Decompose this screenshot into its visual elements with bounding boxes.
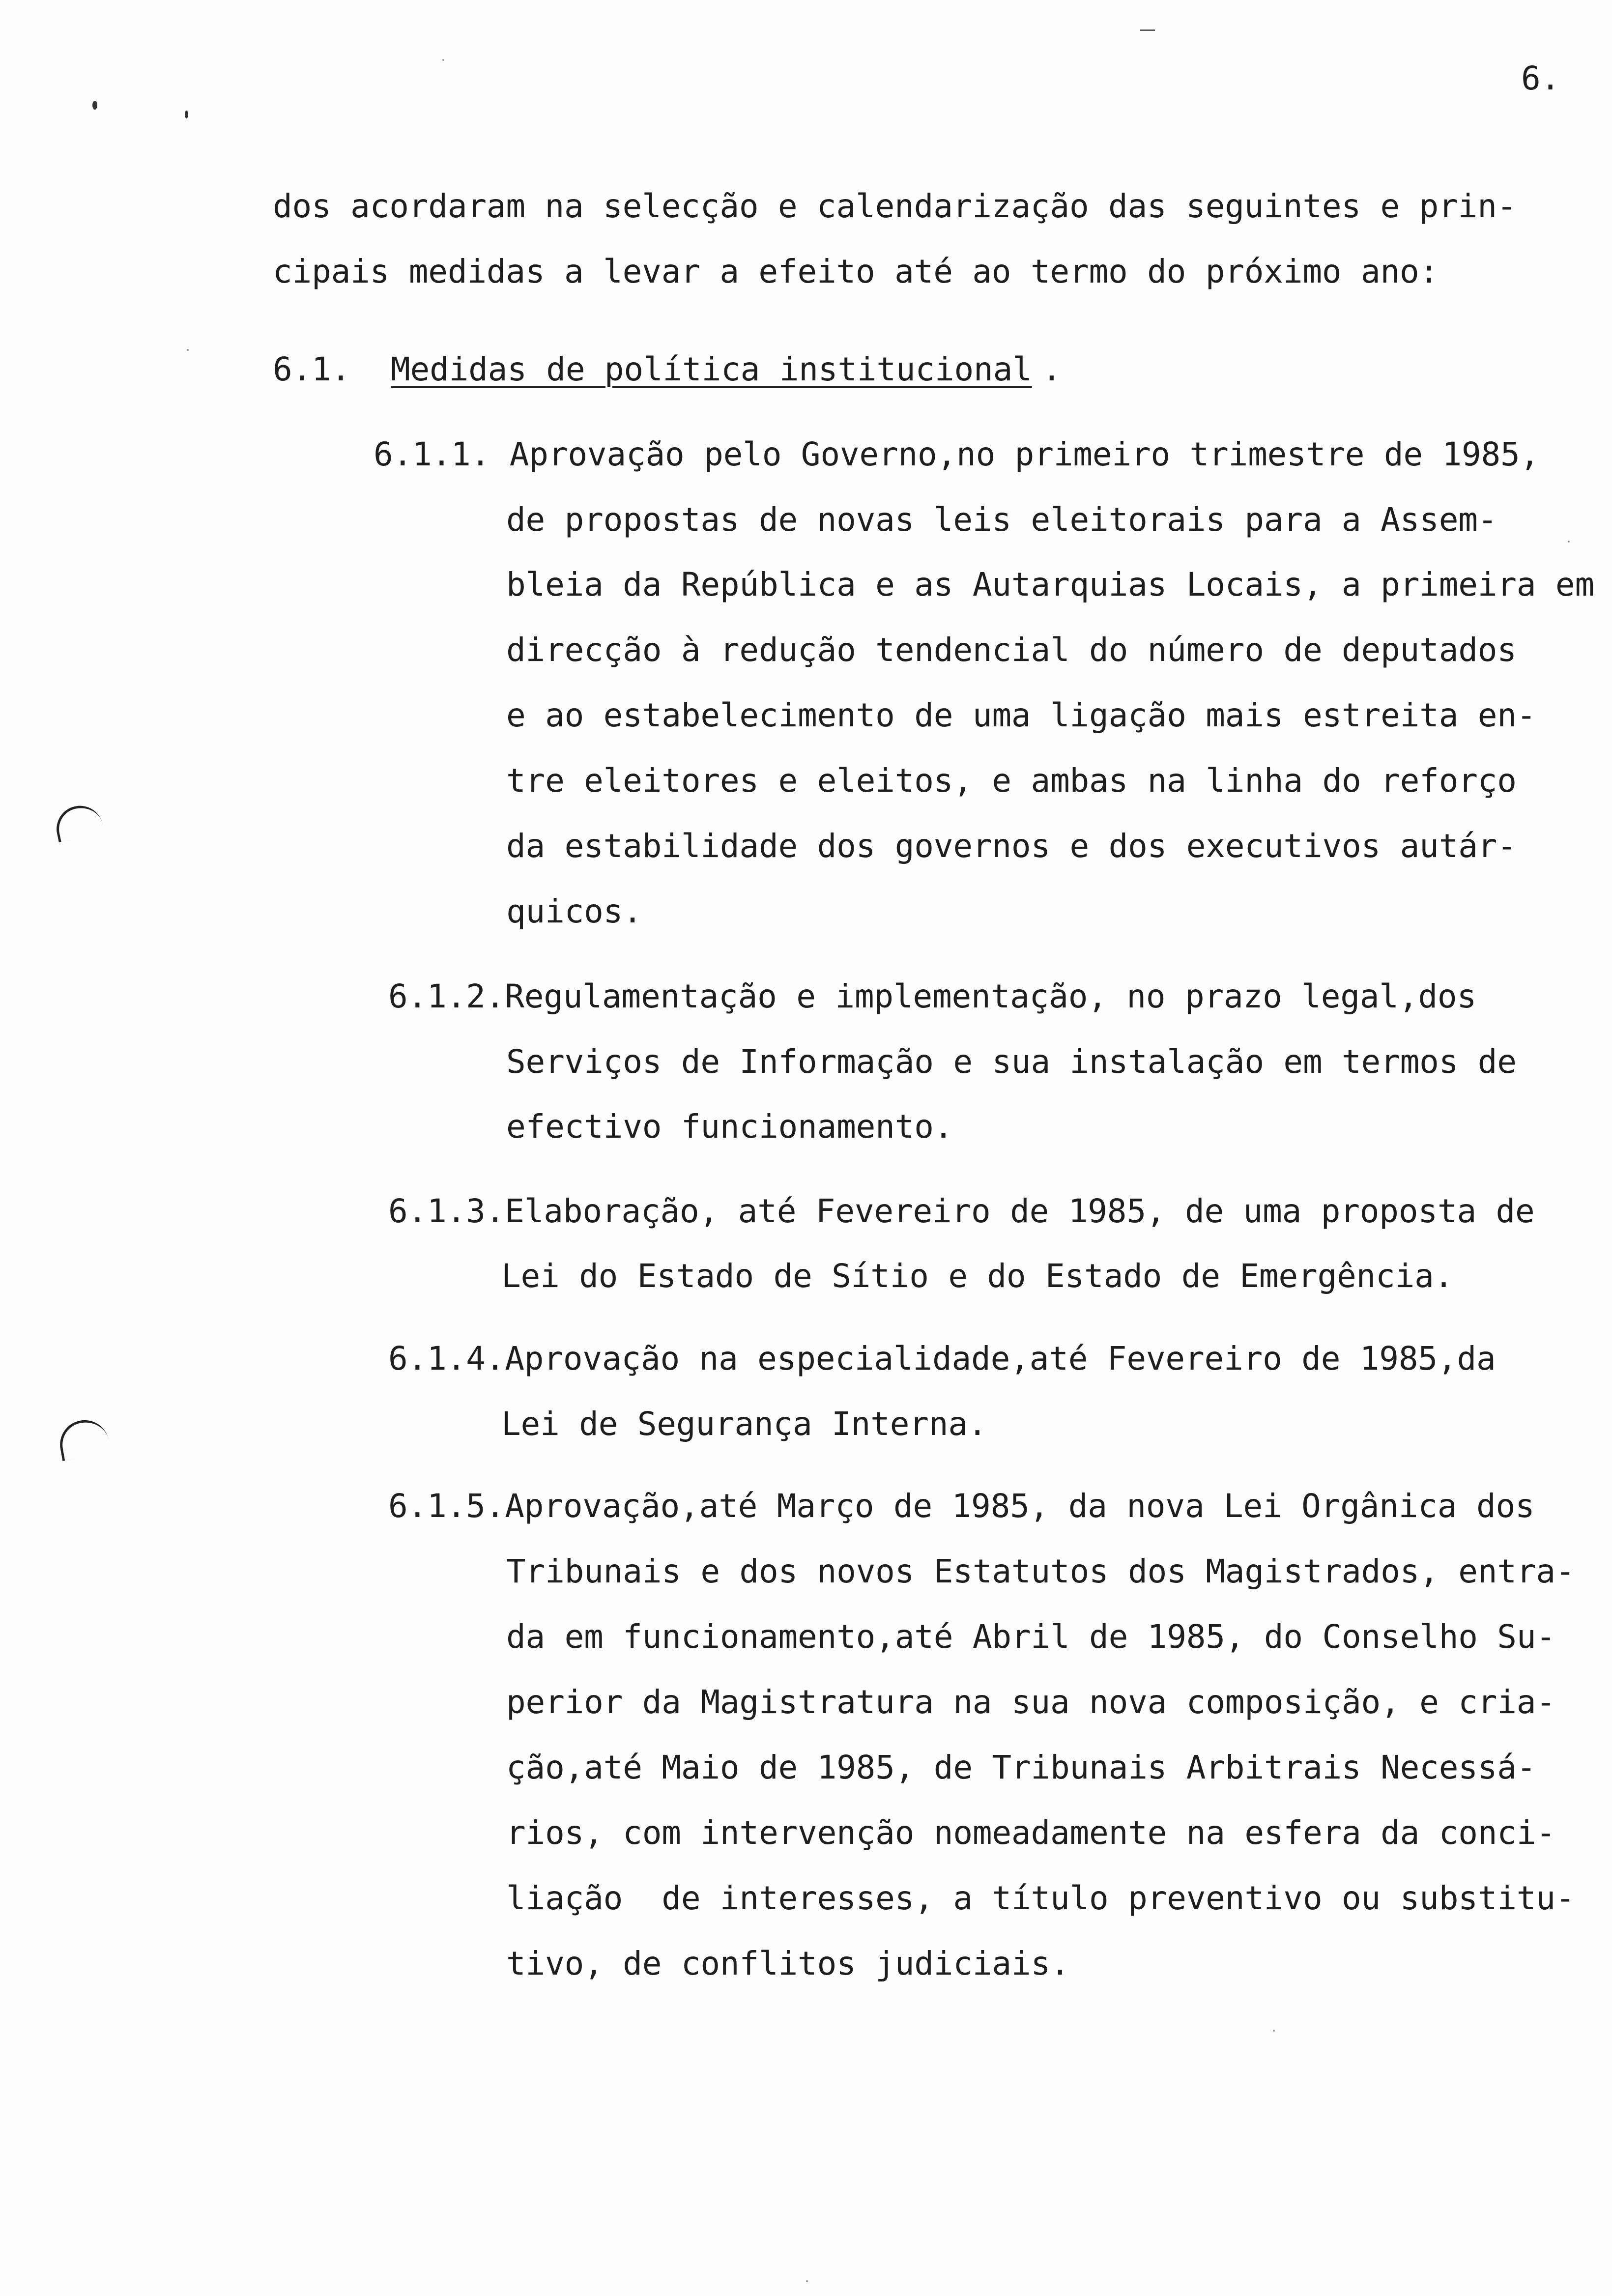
item-text-line: bleia da República e as Autarquias Locais, a primeira em <box>506 566 1594 603</box>
scan-speck <box>442 59 444 61</box>
item-text-line: 6.1.4.Aprovação na especialidade,até Fevereiro de 1985,da <box>388 1340 1496 1378</box>
punch-hole-mark <box>56 1416 111 1461</box>
item-text-line: rios, com intervenção nomeadamente na esfera da conci- <box>506 1814 1555 1852</box>
scan-mark <box>92 101 97 110</box>
section-number: 6.1. <box>273 350 351 388</box>
item-text-line: ção,até Maio de 1985, de Tribunais Arbitrais Necessá- <box>506 1749 1536 1786</box>
item-text-line: Tribunais e dos novos Estatutos dos Magistrados, entra- <box>506 1552 1575 1590</box>
scan-speck <box>187 349 189 351</box>
item-text-line: da estabilidade dos governos e dos executivos autár- <box>506 827 1517 865</box>
item-text-line: Lei do Estado de Sítio e do Estado de Emergência. <box>501 1257 1454 1295</box>
section-heading: Medidas de política institucional <box>391 350 1032 388</box>
item-text-line: Lei de Segurança Interna. <box>501 1405 987 1443</box>
body-text-line: cipais medidas a levar a efeito até ao termo do próximo ano: <box>273 253 1439 290</box>
item-text-line: tre eleitores e eleitos, e ambas na linha do reforço <box>506 762 1517 800</box>
section-heading-period: . <box>1042 350 1062 388</box>
item-text-line: 6.1.3.Elaboração, até Fevereiro de 1985, de uma proposta de <box>388 1192 1535 1230</box>
scan-speck <box>1273 2030 1275 2032</box>
scan-speck <box>1568 541 1570 543</box>
item-text-line: e ao estabelecimento de uma ligação mais estreita en- <box>506 696 1536 734</box>
item-text-line: perior da Magistratura na sua nova composição, e cria- <box>506 1683 1555 1721</box>
scan-speck <box>806 2280 808 2282</box>
item-text-line: direcção à redução tendencial do número de deputados <box>506 631 1517 669</box>
item-text-line: efectivo funcionamento. <box>506 1108 953 1146</box>
page-number: 6. <box>1521 59 1560 97</box>
item-text-line: 6.1.5.Aprovação,até Março de 1985, da nova Lei Orgânica dos <box>388 1487 1535 1525</box>
scan-mark <box>185 111 188 118</box>
item-text-line: quicos. <box>506 892 642 930</box>
item-text-line: tivo, de conflitos judiciais. <box>506 1945 1070 1982</box>
punch-hole-mark <box>52 802 104 842</box>
scan-mark <box>1140 29 1155 31</box>
item-text-line: 6.1.2.Regulamentação e implementação, no prazo legal,dos <box>388 977 1476 1015</box>
item-text-line: 6.1.1. Aprovação pelo Governo,no primeiro trimestre de 1985, <box>374 435 1540 473</box>
item-text-line: liação de interesses, a título preventivo ou substitu- <box>506 1879 1575 1917</box>
item-text-line: da em funcionamento,até Abril de 1985, do Conselho Su- <box>506 1618 1555 1656</box>
item-text-line: Serviços de Informação e sua instalação em termos de <box>506 1043 1517 1081</box>
item-text-line: de propostas de novas leis eleitorais para a Assem- <box>506 501 1497 539</box>
body-text-line: dos acordaram na selecção e calendarização das seguintes e prin- <box>273 187 1517 225</box>
